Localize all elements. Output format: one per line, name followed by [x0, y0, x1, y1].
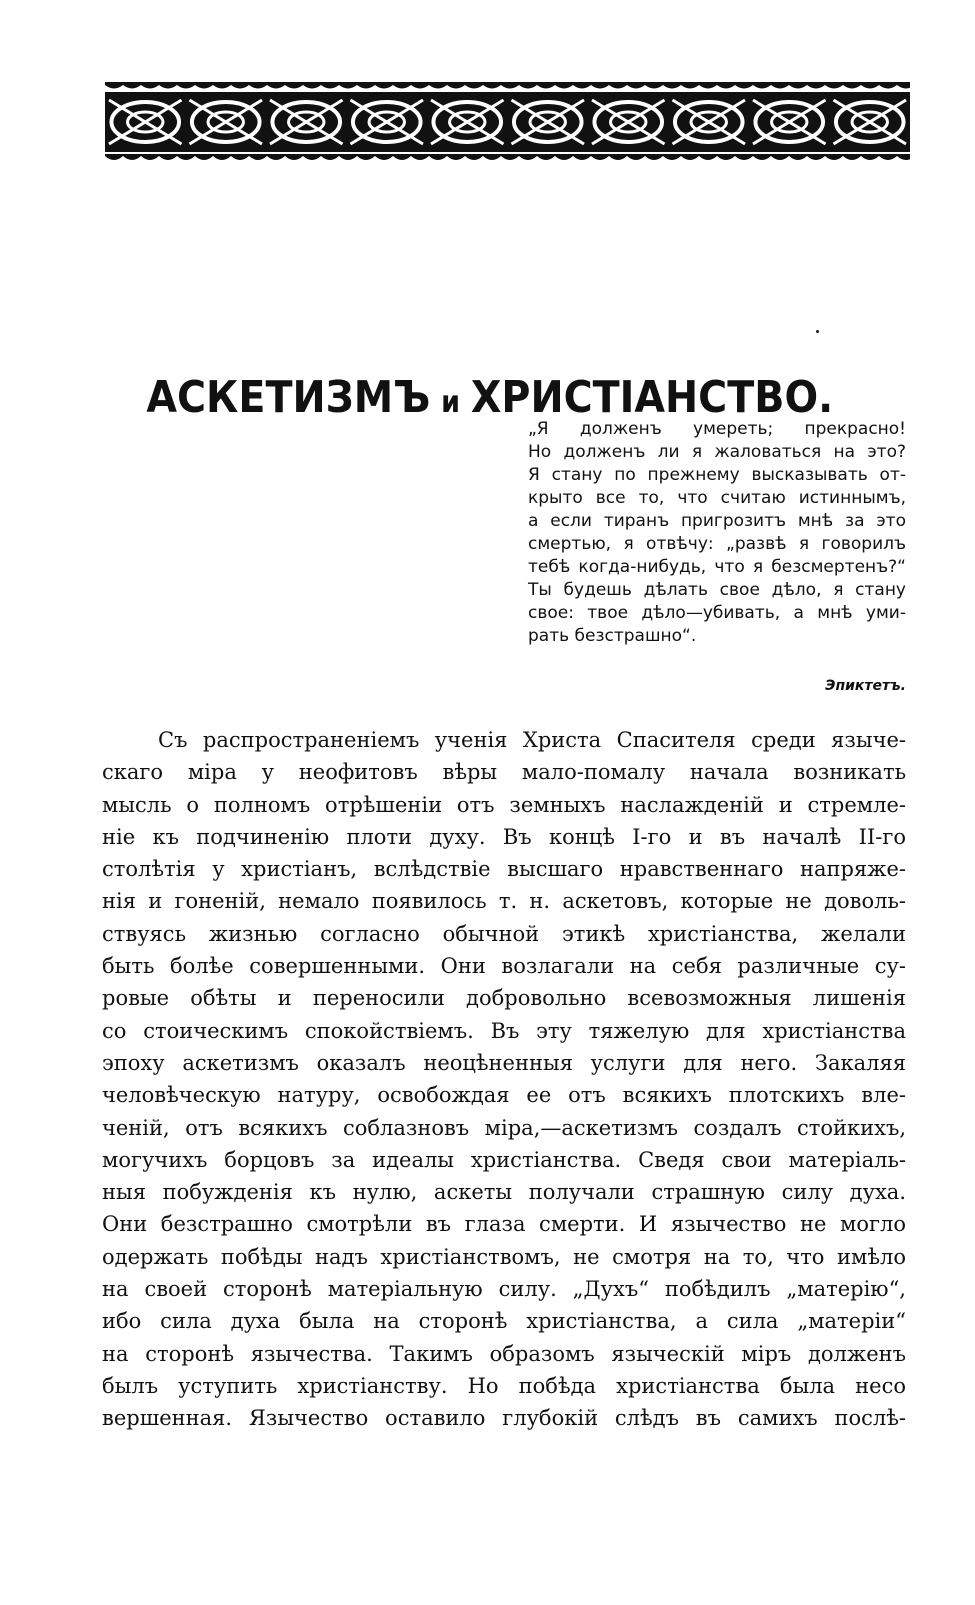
epigraph-line: крыто все то, что считаю истиннымъ, — [528, 488, 906, 508]
body-line: столѣтія у христіанъ, вслѣдствіе высшаго нравственнаго напряже- — [102, 857, 906, 882]
epigraph-line: а если тиранъ пригрозитъ мнѣ за это — [528, 511, 906, 531]
body-line: Съ распространеніемъ ученія Христа Спасителя среди языче- — [158, 728, 906, 752]
scallop-row-top — [105, 85, 910, 89]
epigraph-line: рать безстрашно“. — [528, 626, 697, 646]
body-line: ибо сила духа была на сторонѣ христіанства, а сила „матеріи“ — [102, 1309, 906, 1334]
celtic-knot-band-icon — [105, 82, 910, 160]
title-word-christianity: ХРИСТІАНСТВО. — [470, 371, 834, 423]
body-line: ныя побужденія къ нулю, аскеты получали страшную силу духа. — [102, 1180, 906, 1205]
body-line: мысль о полномъ отрѣшеніи отъ земныхъ наслажденій и стремле- — [102, 792, 906, 817]
epigraph-line: „Я долженъ умереть; прекрасно! — [528, 419, 906, 439]
body-line: могучихъ борцовъ за идеалы христіанства. Сведя свои матеріаль- — [102, 1147, 906, 1172]
epigraph-line: Я стану по прежнему высказывать от- — [528, 465, 906, 485]
epigraph-quote — [528, 418, 906, 648]
body-line: скаго міра у неофитовъ вѣры мало-помалу начала возникать — [102, 760, 906, 785]
body-line: ствуясь жизнью согласно обычной этикѣ христіанства, желали — [102, 921, 906, 946]
body-line: ніе къ подчиненію плоти духу. Въ концѣ I-го и въ началѣ II-го — [102, 824, 906, 849]
body-line: на сторонѣ язычества. Такимъ образомъ языческій міръ долженъ — [102, 1341, 906, 1366]
title-word-asceticism: АСКЕТИЗМЪ — [146, 371, 431, 423]
body-line: былъ уступить христіанству. Но побѣда христіанства была несо — [102, 1373, 906, 1398]
scallop-row-bottom — [105, 156, 910, 160]
ornament-header-band — [105, 78, 910, 168]
epigraph-line: Ты будешь дѣлать свое дѣло, я стану — [528, 580, 906, 600]
epigraph-line: тебѣ когда-нибудь, что я безсмертенъ?“ — [528, 557, 906, 577]
body-line: ровые обѣты и переносили добровольно всевозможныя лишенія — [102, 986, 906, 1011]
body-line: на своей сторонѣ матеріальную силу. „Духъ“ побѣдилъ „матерію“, — [102, 1277, 906, 1302]
epigraph-line: Но долженъ ли я жаловаться на это? — [528, 442, 906, 462]
page-title — [51, 372, 929, 423]
body-line: человѣческую натуру, освобождая ее отъ всякихъ плотскихъ вле- — [102, 1083, 906, 1108]
body-line: ченій, отъ всякихъ соблазновъ міра,—аскетизмъ создалъ стойкихъ, — [102, 1115, 906, 1140]
body-line: одержать побѣды надъ христіанствомъ, не смотря на то, что имѣло — [102, 1244, 906, 1269]
body-line: вершенная. Язычество оставило глубокій слѣдъ въ самихъ послѣ- — [102, 1406, 906, 1431]
body-line: Они безстрашно смотрѣли въ глаза смерти. И язычество не могло — [102, 1212, 906, 1237]
body-line: эпоху аскетизмъ оказалъ неоцѣненныя услуги для него. Закаляя — [102, 1050, 906, 1075]
epigraph-line: смертью, я отвѣчу: „развѣ я говорилъ — [528, 534, 906, 554]
epigraph-line: свое: твое дѣло—убивать, а мнѣ уми- — [528, 603, 906, 623]
epigraph-attribution: Эпиктетъ. — [825, 678, 906, 694]
body-line: быть болѣе совершенными. Они возлагали на себя различные су- — [102, 954, 906, 979]
body-paragraph — [102, 724, 906, 1435]
body-line: со стоическимъ спокойствіемъ. Въ эту тяжелую для христіанства — [102, 1018, 906, 1043]
title-conjunction: и — [441, 384, 461, 420]
body-line: нія и гоненій, немало появилось т. н. аскетовъ, которые не доволь- — [102, 889, 906, 914]
print-speck — [816, 330, 819, 333]
